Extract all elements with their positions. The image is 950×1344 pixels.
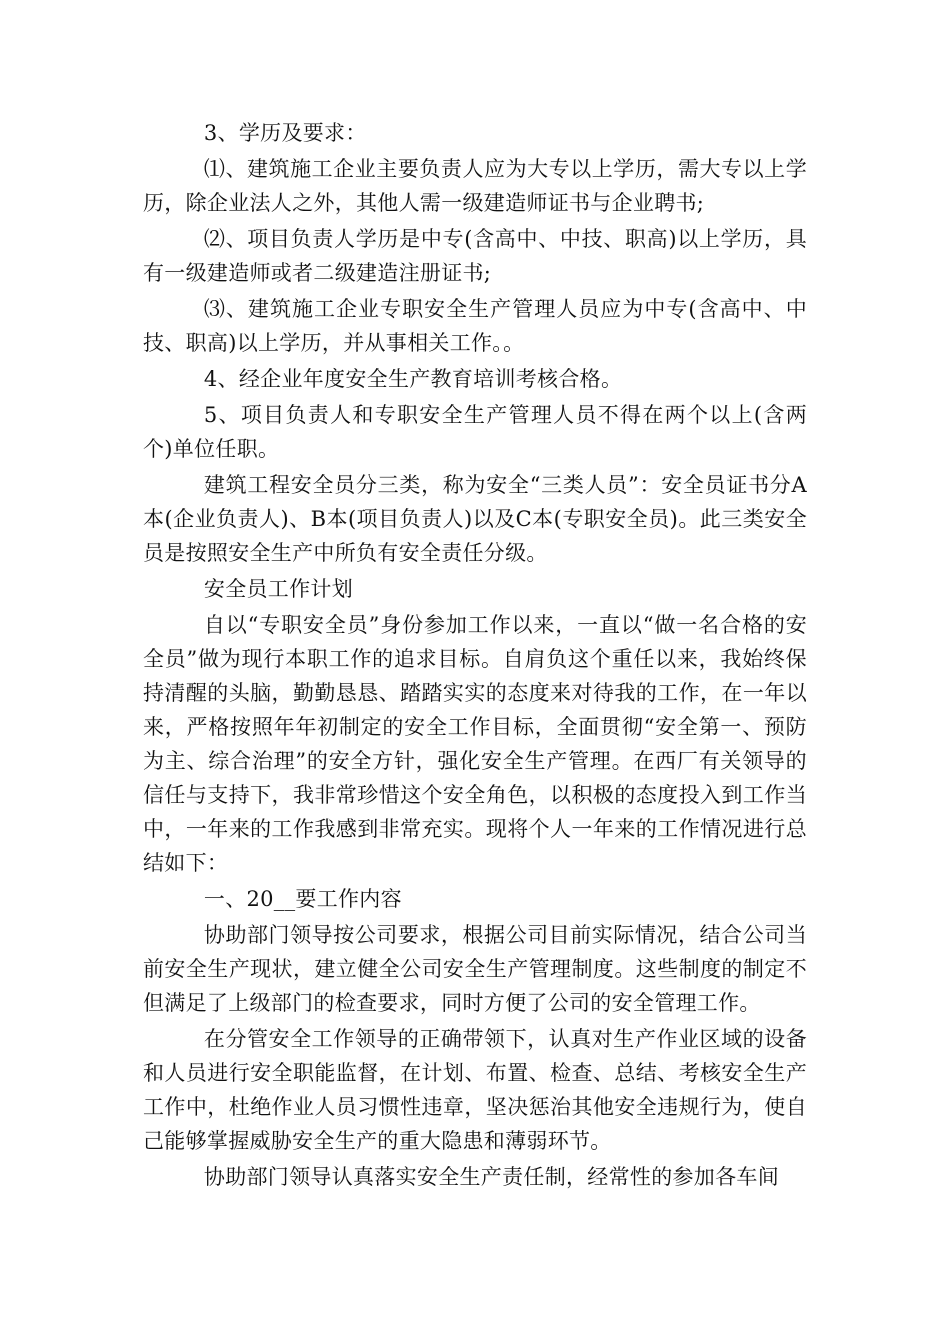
section-heading-work-content: 一、20__要工作内容 — [203, 887, 402, 911]
paragraph-requirement-1: ⑴、建筑施工企业主要负责人应为大专以上学历，需大专以上学历，除企业法人之外，其他人需一级建造师证书与企业聘书; — [143, 157, 807, 215]
document-body — [143, 116, 807, 1194]
paragraph-intro-summary: 自以“专职安全员”身份参加工作以来，一直以“做一名合格的安全员”做为现行本职工作的追求目标。自肩负这个重任以来，我始终保持清醒的头脑，勤勤恳恳、踏踏实实的态度来对待我的工作，在一年以来，严格按照年年初制定的安全工作目标，全面贯彻“安全第一、预防为主、综合治理”的安全方针，强化安全生产管理。在西厂有关领导的信任与支持下，我非常珍惜这个安全角色，以积极的态度投入到工作当中，一年来的工作我感到非常充实。现将个人一年来的工作情况进行总结如下： — [143, 613, 807, 875]
section-title-work-plan: 安全员工作计划 — [203, 577, 353, 601]
paragraph-education-heading: 3、学历及要求： — [203, 121, 367, 145]
paragraph-three-categories: 建筑工程安全员分三类，称为安全“三类人员”：安全员证书分A本(企业负责人)、B本(项目负责人)以及C本(专职安全员)。此三类安全员是按照安全生产中所负有安全责任分级。 — [143, 473, 807, 565]
paragraph-supervision: 在分管安全工作领导的正确带领下，认真对生产作业区域的设备和人员进行安全职能监督，在计划、布置、检查、总结、考核安全生产工作中，杜绝作业人员习惯性违章，坚决惩治其他安全违规行为，使自己能够掌握威胁安全生产的重大隐患和薄弱环节。 — [143, 1027, 807, 1153]
paragraph-requirement-2: ⑵、项目负责人学历是中专(含高中、中技、职高)以上学历，具有一级建造师或者二级建造注册证书; — [143, 227, 807, 285]
paragraph-management-system: 协助部门领导按公司要求，根据公司目前实际情况，结合公司当前安全生产现状，建立健全公司安全生产管理制度。这些制度的制定不但满足了上级部门的检查要求，同时方便了公司的安全管理工作。 — [143, 923, 807, 1015]
paragraph-requirement-3: ⑶、建筑施工企业专职安全生产管理人员应为中专(含高中、中技、职高)以上学历，并从事相关工作。。 — [143, 297, 807, 355]
paragraph-item-5: 5、项目负责人和专职安全生产管理人员不得在两个以上(含两个)单位任职。 — [143, 403, 807, 461]
paragraph-responsibility: 协助部门领导认真落实安全生产责任制，经常性的参加各车间 — [203, 1165, 779, 1189]
paragraph-item-4: 4、经企业年度安全生产教育培训考核合格。 — [203, 367, 623, 391]
